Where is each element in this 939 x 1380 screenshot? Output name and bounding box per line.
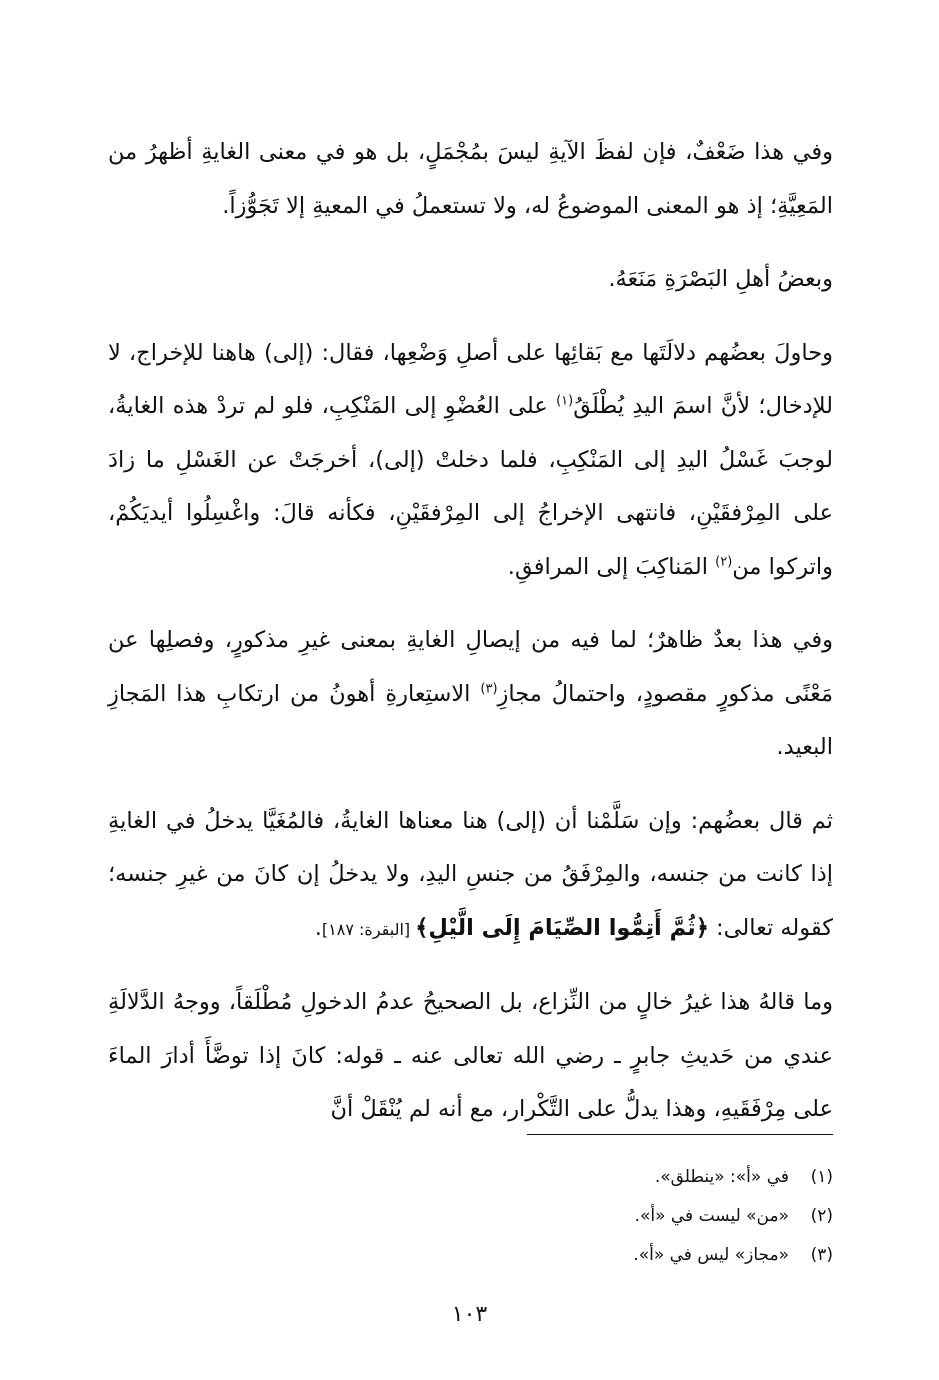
footnote-number: (٣) xyxy=(810,1245,833,1265)
paragraph-text: وما قالهُ هذا غيرُ خالٍ من النِّزاع، بل الصحيحُ عدمُ الدخولِ مُطْلَقاً، ووجهُ الدَّلالَةِ عندي من حَديثِ جابرٍ ـ رضي الله تعالى عنه ـ قوله: كانَ إذا توضَّأَ أدارَ الماءَ على مِرْفَقَيهِ، وهذا يدلُّ على التَّكْرار، مع أنه لم يُنْقَلْ أنَّ xyxy=(108,989,833,1122)
footnotes xyxy=(133,1158,833,1275)
paragraph xyxy=(108,614,833,775)
paragraph-text: وحاولَ بعضُهم دلالَتَها مع بَقائِها على أصلِ وَضْعِها، فقال: (إلى) هاهنا للإخراج، لا للإدخال؛ لأنَّ اسمَ اليدِ يُطْلَقُ xyxy=(108,339,833,419)
footnote-marker: (٢) xyxy=(715,554,733,569)
footnote-number: (١) xyxy=(810,1167,833,1187)
verse-reference: [البقرة: ١٨٧] xyxy=(321,919,416,939)
paragraph-text: الاستِعارةِ أهونُ من ارتكابِ هذا المَجازِ البعيد. xyxy=(108,680,833,760)
paragraph xyxy=(108,126,833,233)
quran-verse: ﴿ثُمَّ أَتِمُّوا الصِّيَامَ إِلَى الَّيْلِ﴾ xyxy=(415,914,709,941)
paragraph-text: ثم قال بعضُهم: وإن سَلَّمْنا أن (إلى) هنا معناها الغايةُ، فالمُغَيَّا يدخلُ في الغايةِ إذا كانت من جنسه، والمِرْفَقُ من جنسِ اليدِ، ولا يدخلُ إن كانَ من غيرِ جنسه؛ كقوله تعالى: xyxy=(108,807,833,941)
footnote-item xyxy=(133,1236,833,1275)
footnote-text: «مجاز» ليس في «أ». xyxy=(633,1245,789,1265)
footnote-marker: (٣) xyxy=(480,681,498,696)
paragraph-text: المَناكِبَ إلى المرافقِ. xyxy=(507,553,716,580)
footnote-text: في «أ»: «ينطلق». xyxy=(654,1167,789,1187)
paragraph xyxy=(108,976,833,1137)
footnote-marker: (١) xyxy=(556,393,574,409)
paragraph-text: على العُضْوِ إلى المَنْكِبِ، فلو لم تردْ هذه الغايةُ، لوجبَ غَسْلُ اليدِ إلى المَنْكِبِ، فلما دخلتْ (إلى)، أخرجَتْ عن الغَسْلِ ما زادَ على المِرْفقَيْنِ، فانتهى الإخراجُ إلى المِرْفقَيْنِ، فكأنه قالَ: واغْسِلُوا أيديَكُمْ، واتركوا من xyxy=(108,393,833,580)
footnote-separator xyxy=(527,1134,833,1135)
paragraph-text: وفي هذا ضَعْفٌ، فإن لفظَ الآيةِ ليسَ بمُجْمَلٍ، بل هو في معنى الغايةِ أظهرُ من المَعِيَّةِ؛ إذ هو المعنى الموضوعُ له، ولا تستعملُ في المعيةِ إلا تَجَوُّزاً. xyxy=(108,139,833,219)
footnote-item xyxy=(133,1197,833,1236)
paragraph-text: وبعضُ أهلِ البَصْرَةِ مَنَعَهُ. xyxy=(608,266,833,292)
page-number: ١٠٣ xyxy=(451,1302,488,1327)
page-body xyxy=(108,126,833,1157)
footnote-number: (٢) xyxy=(810,1206,833,1226)
footnote-text: «من» ليست في «أ». xyxy=(634,1206,789,1226)
paragraph-text: وفي هذا بعدٌ ظاهرٌ؛ لما فيه من إيصالِ الغايةِ بمعنى غيرِ مذكورٍ، وفصلِها عن مَعْنًى مذكورٍ مقصودٍ، واحتمالُ مجازِ xyxy=(108,627,834,707)
paragraph xyxy=(108,327,833,595)
paragraph xyxy=(108,795,833,957)
footnote-item xyxy=(133,1158,833,1197)
paragraph-text: . xyxy=(314,914,322,941)
paragraph xyxy=(108,253,833,307)
